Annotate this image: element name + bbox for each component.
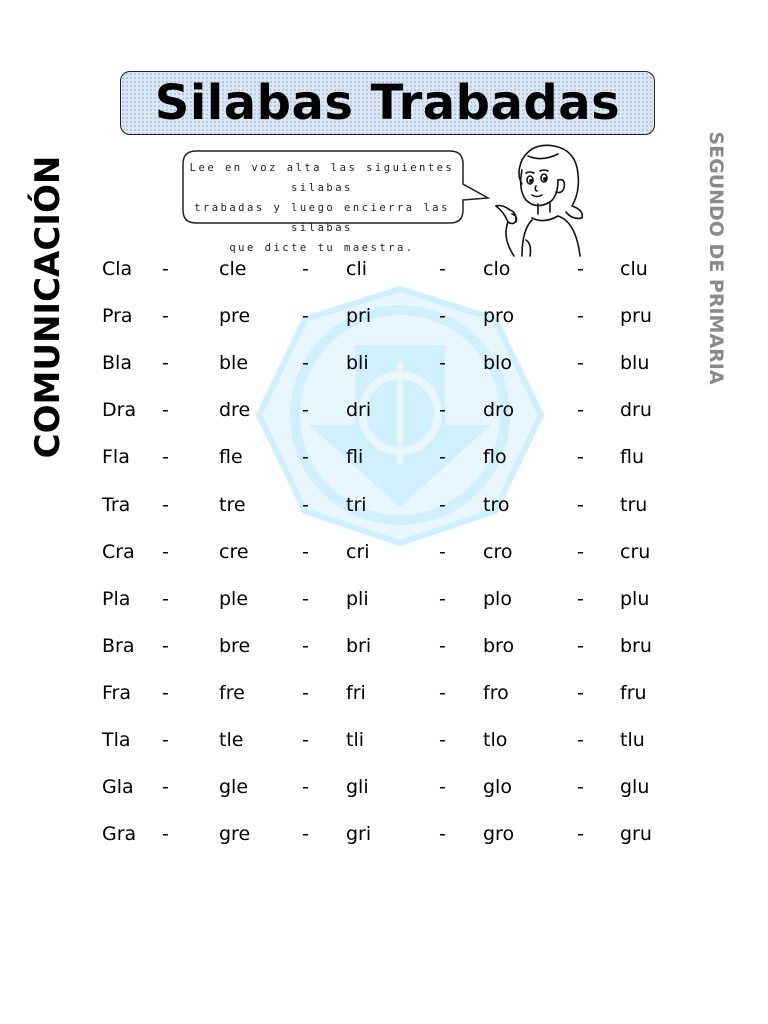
syllable-cell: clu xyxy=(620,258,648,280)
syllable-cell: dre xyxy=(219,399,251,422)
syllable-cell: plu xyxy=(620,587,650,610)
syllable-separator: - xyxy=(577,776,584,799)
syllable-cell: flo xyxy=(483,446,507,469)
grade-label: SEGUNDO DE PRIMARIA xyxy=(705,131,727,385)
syllable-separator: - xyxy=(302,681,309,704)
syllable-cell: fri xyxy=(346,681,366,704)
syllable-separator: - xyxy=(439,823,446,846)
syllable-separator: - xyxy=(162,540,169,563)
syllable-cell: gle xyxy=(219,776,249,799)
syllable-cell: cli xyxy=(346,258,368,280)
syllable-cell: glu xyxy=(620,776,650,799)
syllable-separator: - xyxy=(302,729,309,751)
syllable-cell: tre xyxy=(219,493,246,516)
syllable-separator: - xyxy=(162,823,169,846)
syllable-cell: gro xyxy=(483,823,515,846)
syllable-cell: bru xyxy=(620,634,652,657)
syllable-separator: - xyxy=(302,823,309,846)
syllable-cell: pri xyxy=(346,305,372,328)
syllable-cell: cro xyxy=(483,540,513,563)
syllable-cell: dro xyxy=(483,399,515,422)
syllable-cell: Gra xyxy=(102,823,137,846)
syllable-cell: tlu xyxy=(620,729,645,751)
syllable-cell: fle xyxy=(219,446,243,469)
syllable-separator: - xyxy=(162,681,169,704)
syllable-cell: Tla xyxy=(102,729,131,751)
syllable-cell: gli xyxy=(346,776,369,799)
syllable-separator: - xyxy=(439,587,446,610)
syllable-cell: gri xyxy=(346,823,372,846)
syllable-cell: Gla xyxy=(102,776,134,799)
syllable-separator: - xyxy=(439,540,446,563)
syllable-separator: - xyxy=(439,634,446,657)
syllable-separator: - xyxy=(302,258,309,280)
syllable-separator: - xyxy=(439,399,446,422)
syllable-separator: - xyxy=(162,258,169,280)
page-title: Silabas Trabadas xyxy=(154,75,621,131)
syllable-separator: - xyxy=(439,681,446,704)
syllable-separator: - xyxy=(577,258,584,280)
syllable-separator: - xyxy=(162,399,169,422)
syllable-cell: Fra xyxy=(102,681,132,704)
syllable-separator: - xyxy=(577,681,584,704)
syllable-separator: - xyxy=(439,258,446,280)
syllable-cell: tli xyxy=(346,729,365,751)
syllable-cell: Bla xyxy=(102,352,132,375)
syllable-cell: tle xyxy=(219,729,244,751)
syllable-cell: Fla xyxy=(102,446,130,469)
syllable-separator: - xyxy=(302,446,309,469)
syllable-cell: Pla xyxy=(102,587,131,610)
syllable-cell: Pra xyxy=(102,305,133,328)
syllable-separator: - xyxy=(162,776,169,799)
syllable-separator: - xyxy=(302,776,309,799)
syllable-cell: fro xyxy=(483,681,509,704)
syllable-cell: Dra xyxy=(102,399,137,422)
syllable-cell: tlo xyxy=(483,729,508,751)
syllable-cell: glo xyxy=(483,776,512,799)
syllable-cell: dru xyxy=(620,399,652,422)
syllable-separator: - xyxy=(162,446,169,469)
syllable-separator: - xyxy=(162,305,169,328)
syllable-cell: Bra xyxy=(102,634,135,657)
syllable-separator: - xyxy=(577,493,584,516)
syllable-separator: - xyxy=(577,587,584,610)
syllable-cell: flu xyxy=(620,446,645,469)
syllable-separator: - xyxy=(577,729,584,751)
syllable-cell: clo xyxy=(483,258,511,280)
syllable-cell: cri xyxy=(346,540,370,563)
instruction-line: Lee en voz alta las siguientes silabas xyxy=(189,162,455,194)
syllable-separator: - xyxy=(439,493,446,516)
syllable-separator: - xyxy=(439,352,446,375)
syllable-cell: cre xyxy=(219,540,249,563)
syllable-separator: - xyxy=(577,305,584,328)
syllable-separator: - xyxy=(577,446,584,469)
syllable-separator: - xyxy=(577,352,584,375)
syllable-cell: pre xyxy=(219,305,251,328)
syllable-separator: - xyxy=(577,399,584,422)
syllable-separator: - xyxy=(302,587,309,610)
instruction-line: trabadas y luego encierra las silabas xyxy=(194,202,450,234)
syllable-cell: ble xyxy=(219,352,249,375)
subject-label: COMUNICACIÓN xyxy=(28,155,68,459)
syllable-separator: - xyxy=(162,634,169,657)
syllable-separator: - xyxy=(302,634,309,657)
instruction-line: que dicte tu maestra. xyxy=(229,242,415,254)
syllable-cell: blo xyxy=(483,352,512,375)
syllable-cell: bro xyxy=(483,634,515,657)
syllable-cell: Cra xyxy=(102,540,135,563)
syllable-cell: dri xyxy=(346,399,372,422)
syllable-separator: - xyxy=(439,776,446,799)
syllable-separator: - xyxy=(162,587,169,610)
syllable-separator: - xyxy=(162,352,169,375)
syllable-cell: cru xyxy=(620,540,651,563)
syllable-separator: - xyxy=(577,540,584,563)
syllable-separator: - xyxy=(162,493,169,516)
syllable-cell: tri xyxy=(346,493,367,516)
syllable-separator: - xyxy=(577,823,584,846)
syllable-cell: gre xyxy=(219,823,251,846)
syllable-cell: pru xyxy=(620,305,652,328)
syllable-separator: - xyxy=(302,540,309,563)
syllable-cell: fli xyxy=(346,446,364,469)
syllable-cell: Cla xyxy=(102,258,133,280)
syllable-cell: cle xyxy=(219,258,247,280)
syllable-cell: tru xyxy=(620,493,648,516)
syllable-cell: blu xyxy=(620,352,650,375)
syllable-separator: - xyxy=(577,634,584,657)
syllable-separator: - xyxy=(439,305,446,328)
syllable-separator: - xyxy=(302,493,309,516)
syllable-cell: fre xyxy=(219,681,245,704)
syllable-cell: pli xyxy=(346,587,369,610)
syllable-separator: - xyxy=(302,305,309,328)
syllable-cell: plo xyxy=(483,587,512,610)
syllable-cell: fru xyxy=(620,681,647,704)
syllable-cell: bre xyxy=(219,634,251,657)
syllable-cell: gru xyxy=(620,823,652,846)
syllable-cell: ple xyxy=(219,587,249,610)
syllable-separator: - xyxy=(302,399,309,422)
syllable-cell: pro xyxy=(483,305,515,328)
syllable-separator: - xyxy=(439,729,446,751)
syllable-separator: - xyxy=(439,446,446,469)
syllable-cell: bri xyxy=(346,634,372,657)
syllable-cell: bli xyxy=(346,352,369,375)
syllable-separator: - xyxy=(302,352,309,375)
syllable-cell: tro xyxy=(483,493,510,516)
syllable-separator: - xyxy=(162,729,169,751)
syllable-cell: Tra xyxy=(102,493,131,516)
